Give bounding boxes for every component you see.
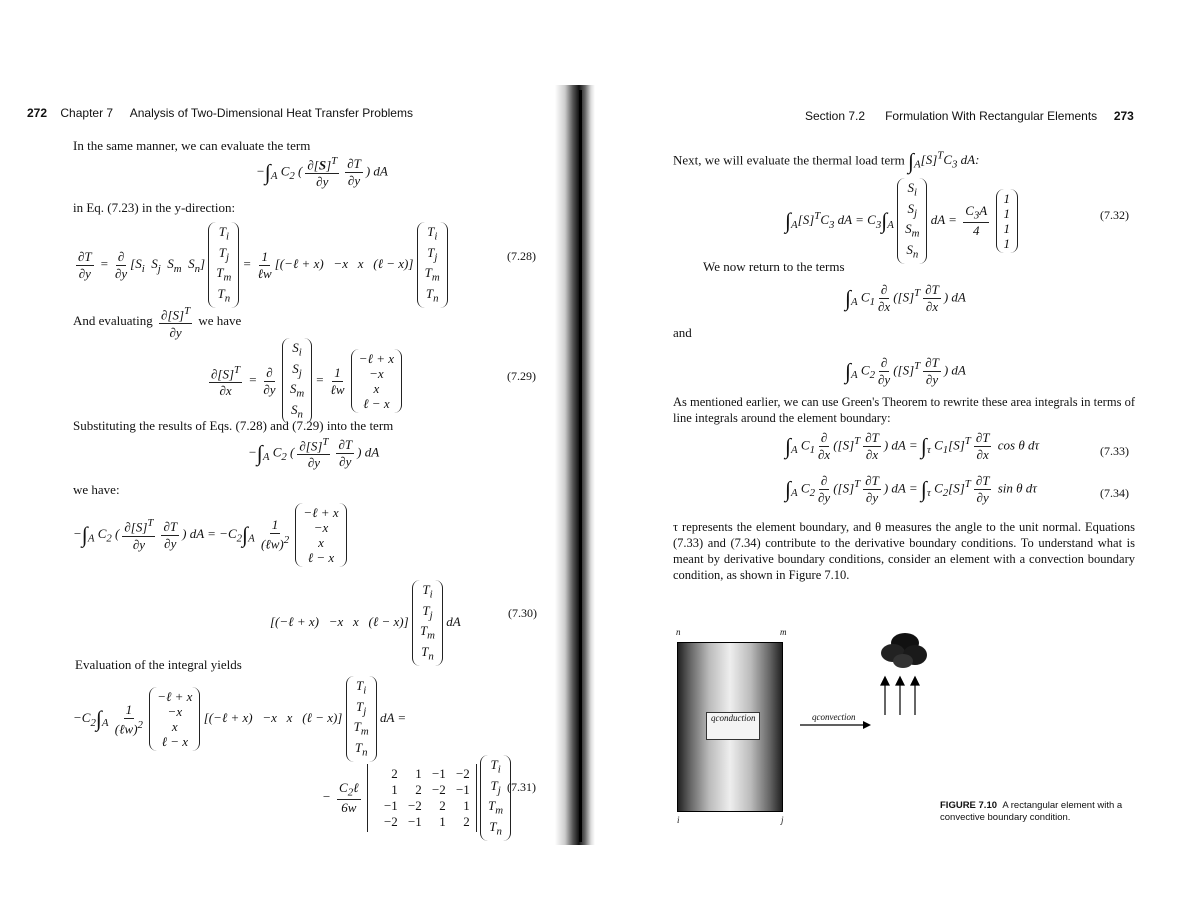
eq-label-7-29: (7.29) <box>507 369 536 383</box>
right-text-2: We now return to the terms <box>703 259 845 274</box>
right-paragraph-2: τ represents the element boundary, and θ measures the angle to the unit normal. Equations (7.33) and (7.34) contribute to the derivative boundary conditions. To understand what is meant by derivative boundary conditions, consider an element with a convection boundary condition, as shown in Figure 7.10. <box>673 520 1135 582</box>
left-text-3b: we have <box>198 313 242 329</box>
equation-7-34: $\int_A$ $C_2$ $\frac{\partial}{\partial y}$ ($[S]^T$ $\frac{\partial T}{\partial y}$ ) dA = $\int_\tau$ $C_2[S]^T$ $\frac{\partial T}{\partial y}$ sin θ dτ <box>785 473 1037 505</box>
equation-7-28: $\frac{\partial T}{\partial y}$ = $\frac{\partial}{\partial y}$ [$S_i$ $S_j$ $S_m$ $S_n$] $T_i$ $T_j$ $T_m$ $T_n$ = $\frac{1}{\text{ℓw}}$ [(−ℓ + x) −x x (ℓ − x)] $T_i$ $T_j$ $T_m$ $T_n$ <box>73 222 448 308</box>
equation-7-31-line2: − $\frac{C_2\ell}{6w}$ 2 1 −1 −2 1 2 −2 −1 −1 −2 2 1 −2 −1 1 2 $T_i$ $T_j$ $T_m$ $T_n$ <box>322 755 511 841</box>
fig-corner-i: i <box>677 815 680 825</box>
left-text-4: Substituting the results of Eqs. (7.28) and (7.29) into the term <box>73 418 394 433</box>
left-text-5: we have: <box>73 482 120 497</box>
equation-7-32: $\int_A[S]^TC_3$ dA = $C_3\int_A$ $S_i$ $S_j$ $S_m$ $S_n$ dA = $\frac{C_3A}{4}$ 1 1 1 1 <box>785 178 1018 264</box>
fig-q-convection-label: qconvection <box>812 712 856 722</box>
fig-corner-n: n <box>676 627 681 637</box>
chapter-title: Analysis of Two-Dimensional Heat Transfer Problems <box>129 106 413 120</box>
chapter-label: Chapter 7 <box>60 106 114 120</box>
fig-convection-graphics <box>795 615 955 735</box>
eq-label-7-28: (7.28) <box>507 249 536 263</box>
right-text-1: Next, we will evaluate the thermal load term $\int_A[S]^TC_3$ dA: <box>673 148 980 174</box>
right-page-number: 273 <box>1113 109 1134 123</box>
equation-7-29: $\frac{\partial[S]^T}{\partial x}$ = $\frac{\partial}{\partial y}$ $S_i$ $S_j$ $S_m$ $S_n$ = $\frac{1}{\text{ℓw}}$ −ℓ + x −x x ℓ − x <box>206 338 402 424</box>
eq-label-7-32: (7.32) <box>1100 208 1129 222</box>
figure-caption-label: FIGURE 7.10 <box>940 800 998 811</box>
left-text-3: And evaluating $\frac{\partial[S]^T}{\partial y}$ we have <box>73 305 242 341</box>
term-c1-x: $\int_A$ $C_1$ $\frac{\partial}{\partial x}$ ($[S]^T$ $\frac{\partial T}{\partial x}$ ) dA <box>845 282 966 314</box>
left-text-3a: And evaluating <box>73 313 153 329</box>
left-page-number: 272 <box>27 106 48 120</box>
term-c2-y-right: $\int_A$ $C_2$ $\frac{\partial}{\partial y}$ ($[S]^T$ $\frac{\partial T}{\partial y}$ ) dA <box>845 355 966 387</box>
equation-7-30-line2: [(−ℓ + x) −x x (ℓ − x)] $T_i$ $T_j$ $T_m$ $T_n$ dA <box>270 580 461 666</box>
fig-upward-arrows <box>881 677 919 715</box>
fig-fluid-cloud <box>881 633 927 668</box>
left-text-2: in Eq. (7.23) in the y-direction: <box>73 200 236 215</box>
term-c2-y-2: $-\int_A$ $C_2$ ( $\frac{\partial[S]^T}{\partial y}$ $\frac{\partial T}{\partial y}$ ) dA <box>248 436 380 471</box>
eq-label-7-33: (7.33) <box>1100 444 1129 458</box>
equation-7-30-line1: $-\int_A$ $C_2$ ( $\frac{\partial[S]^T}{\partial y}$ $\frac{\partial T}{\partial y}$ ) dA = $-C_2\int_A$ $\frac{1}{(\ell w)^2}$ −ℓ + x −x x ℓ − x <box>73 503 347 567</box>
equation-7-33: $\int_A$ $C_1$ $\frac{\partial}{\partial x}$ ($[S]^T$ $\frac{\partial T}{\partial x}$ ) dA = $\int_\tau$ $C_1[S]^T$ $\frac{\partial T}{\partial x}$ cos θ dτ <box>785 430 1040 462</box>
term-c2-y: $-\int_A$ $C_2$ ( $\frac{\partial[S]^T}{\partial y}$ $\frac{\partial T}{\partial y}$ ) dA <box>256 155 388 190</box>
right-paragraph-1: As mentioned earlier, we can use Green's Theorem to rewrite these area integrals in terms of line integrals around the element boundary: <box>673 395 1135 425</box>
left-text-6: Evaluation of the integral yields <box>75 657 242 672</box>
equation-7-31-line1: $-C_2\int_A$ $\frac{1}{(\ell w)^2}$ −ℓ + x −x x ℓ − x [(−ℓ + x) −x x (ℓ − x)] $T_i$ $T_j$ $T_m$ $T_n$ dA = <box>73 676 406 762</box>
left-text-1: In the same manner, we can evaluate the term <box>73 138 311 153</box>
fig-convection-arrow <box>800 721 871 729</box>
right-text-1a: Next, we will evaluate the thermal load term <box>673 152 905 168</box>
fig-corner-m: m <box>780 627 787 637</box>
eq-label-7-34: (7.34) <box>1100 486 1129 500</box>
section-label: Section 7.2 <box>805 109 866 123</box>
book-gutter <box>555 85 595 845</box>
section-title: Formulation With Rectangular Elements <box>885 109 1098 123</box>
right-page-header <box>805 109 1134 123</box>
right-text-3: and <box>673 325 692 340</box>
figure-caption-text: A rectangular element with a convective boundary condition. <box>940 800 1123 823</box>
eq-label-7-31: (7.31) <box>507 780 536 794</box>
book-gutter-line <box>579 90 582 842</box>
fig-q-conduction-label: qconduction <box>711 713 756 723</box>
left-page-header <box>27 106 413 120</box>
figure-caption <box>940 800 1140 824</box>
eq-label-7-30: (7.30) <box>508 606 537 620</box>
fig-corner-j: j <box>781 815 784 825</box>
